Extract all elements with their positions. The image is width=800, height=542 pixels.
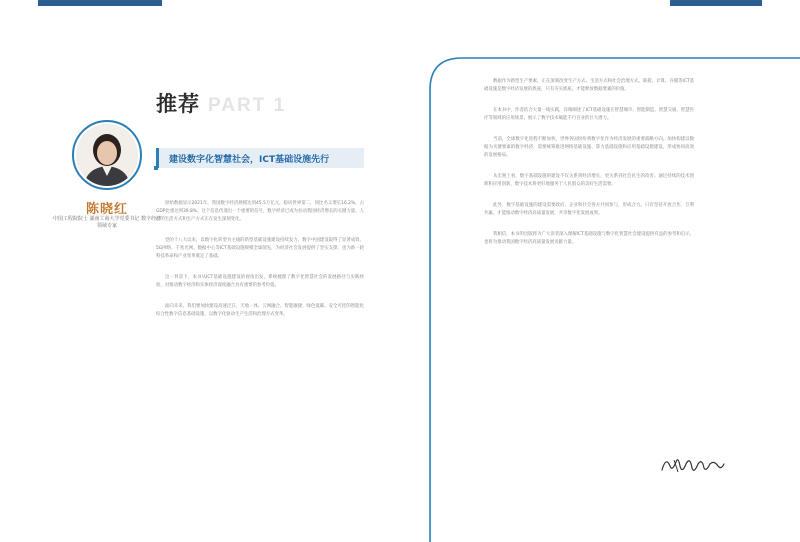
paragraph: 从宏观上看，数字基础设施的建设不仅关系到经济增长，更关系到社会民生的改善。通过持续的技术创新和应用创新，数字技术将更好地服务于人民群众的美好生活需要。 [484,174,694,187]
person-name: 陈晓红 [85,202,128,217]
section-title-cn: 推荐 [156,92,200,116]
section-title [156,88,286,118]
section-title-en: PART 1 [208,95,287,116]
person-title: 中国工程院院士 湖南工商大学党委书记 数字经济领域专家 [52,216,162,229]
paragraph: 数据作为新型生产要素，正在深刻改变生产方式、生活方式和社会治理方式。联接、计算、存储等ICT基础设施是数字经济发展的底座，只有夯实底座，才能释放数据要素的价值。 [484,79,694,92]
paragraph: 这一背景下，本书从ICT基础设施建设的视角出发，系统梳理了数字化智慧社会的发展路径与实践经验，对推动数字经济和实体经济深度融合具有重要的参考价值。 [156,275,364,288]
headline-corner-mark [154,166,158,170]
paragraph: 面向未来，我们要加快建设高速泛在、天地一体、云网融合、智能敏捷、绿色低碳、安全可控的智能化综合性数字信息基础设施，以数字化驱动生产生活和治理方式变革。 [156,304,364,317]
paragraph: 党的十八大以来，以数字化转型为主线的新型基础设施建设持续发力，数字中国建设取得了显著成效。5G网络、千兆光网、数据中心等ICT基础设施规模全球领先，为经济社会发展提供了坚实支撑，也为新一轮科技革命和产业变革奠定了基础。 [156,238,364,259]
avatar-frame [72,120,142,190]
paragraph: 此外，数字基础设施的建设需要政府、企业和社会各方共同参与，形成合力。只有坚持开放合作、互利共赢，才能推动数字经济高质量发展，共享数字化发展成果。 [484,203,694,216]
right-text-column [484,78,694,260]
paragraph: 当前，全球数字化进程不断加快，世界各国纷纷将数字化作为经济发展的重要战略方向。加快构建以数据为关键要素的数字经济，需要统筹推进网络基础设施、算力基础设施和应用基础设施建设，形成协同高效的发展格局。 [484,137,694,158]
left-text-column [156,200,364,332]
paragraph: 在本书中，作者结合大量一线实践，详细阐述了ICT基础设施在智慧城市、智能制造、智慧交通、智慧医疗等领域的应用场景，展示了数字技术赋能千行百业的巨大潜力。 [484,108,694,121]
top-accent-bar-right [670,0,762,6]
avatar [76,124,138,186]
top-accent-bar-left [38,0,162,6]
handwritten-signature [660,452,726,478]
paragraph: 原始数据显示2021年，我国数字经济规模达到45.5万亿元，稳居世界第二，同比名义增长16.2%，占GDP比重达到39.8%。这个信息传递出一个重要的信号，数字经济已成为拉动我国经济增长的关键力量。人们的生活方式和生产方式正在发生深刻变化。 [156,201,364,222]
paragraph: 我相信，本书的出版将为广大读者深入理解ICT基础设施与数字化智慧社会建设提供有益的参考和启示，也将为推动我国数字经济高质量发展贡献力量。 [484,232,694,245]
headline: 建设数字化智慧社会，ICT基础设施先行 [156,148,364,168]
